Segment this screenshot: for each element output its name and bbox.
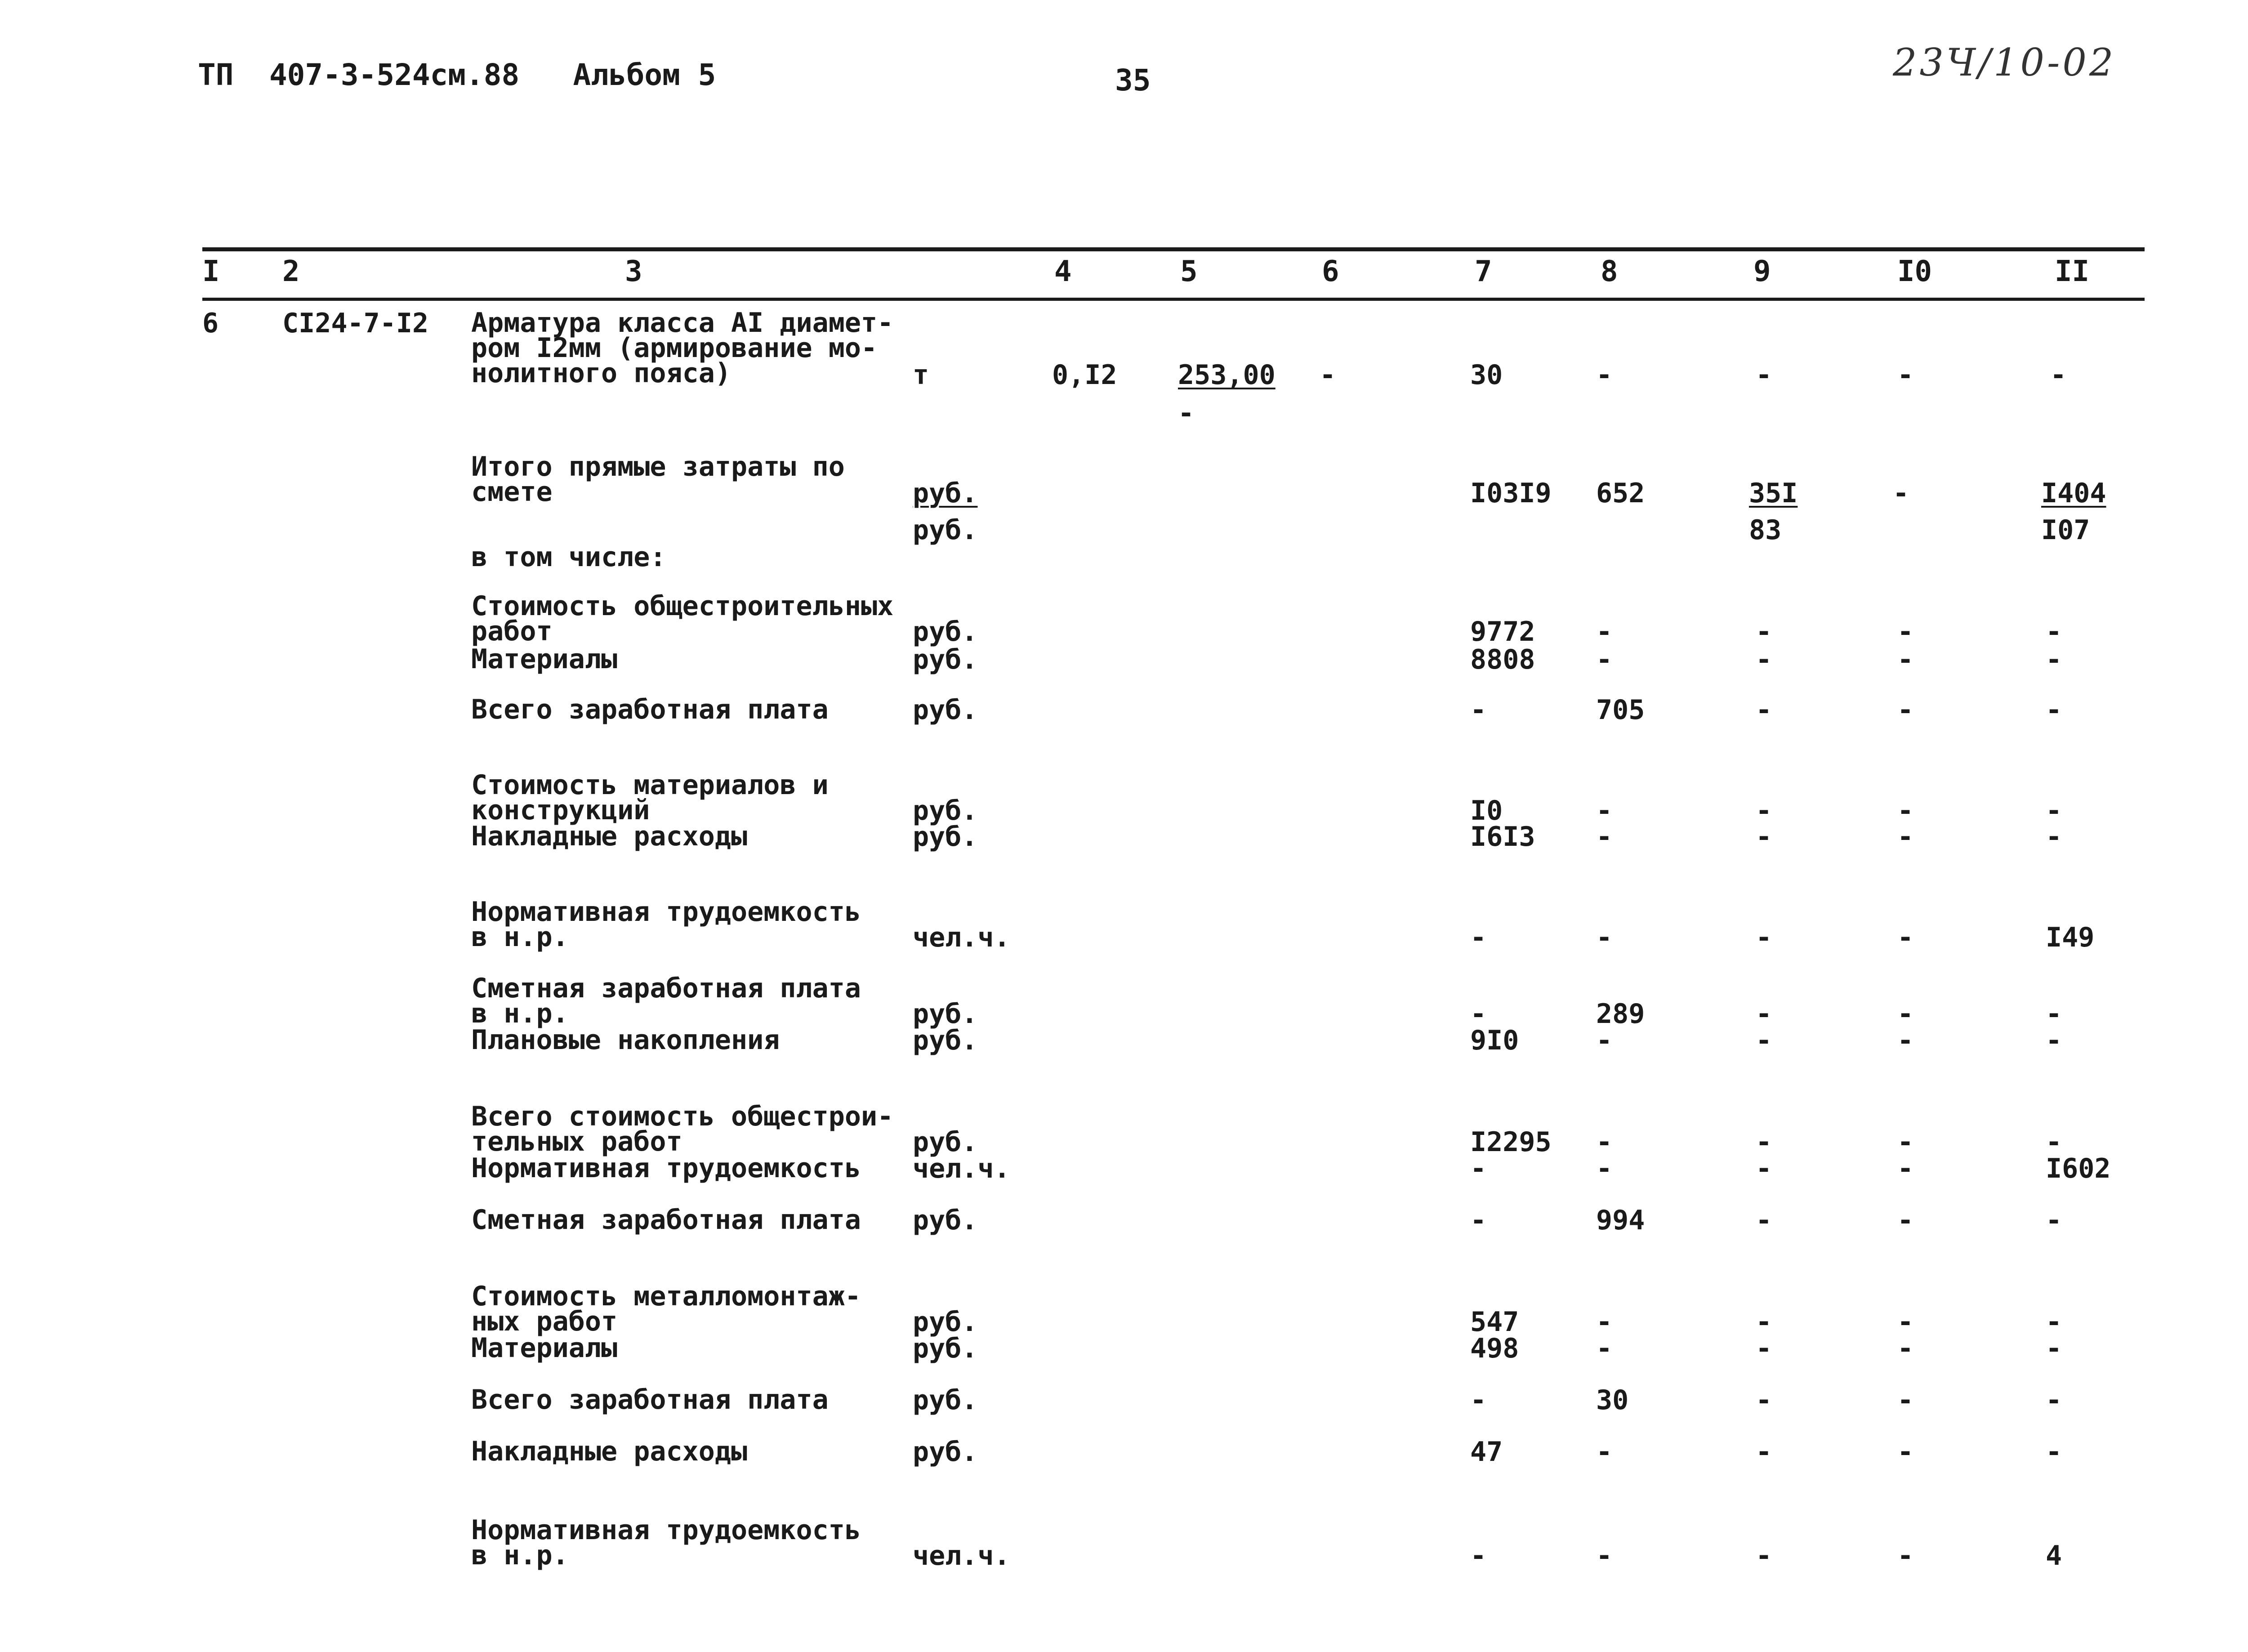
total-unit-2: руб. bbox=[913, 514, 978, 546]
table-header-rule bbox=[202, 298, 2145, 301]
row-col7: - bbox=[1470, 1205, 1487, 1236]
total-col11: I404 bbox=[2041, 478, 2106, 509]
column-header: 8 bbox=[1601, 255, 1618, 288]
row-col8: 30 bbox=[1596, 1384, 1629, 1416]
row-col7: - bbox=[1470, 1153, 1487, 1184]
row-unit: чел.ч. bbox=[913, 922, 1010, 953]
row-col11: - bbox=[2046, 1025, 2062, 1056]
row-description: Сметная заработная плата bbox=[471, 1204, 861, 1236]
total-col10: - bbox=[1893, 478, 1909, 509]
row-unit: руб. bbox=[913, 644, 978, 675]
row-description: Стоимость материалов и конструкций bbox=[471, 769, 829, 826]
row-unit: чел.ч. bbox=[913, 1153, 1010, 1184]
item-quantity: 0,I2 bbox=[1052, 359, 1117, 391]
item-unit: т bbox=[913, 359, 929, 391]
row-unit: руб. bbox=[913, 998, 978, 1030]
row-col11: - bbox=[2046, 694, 2062, 726]
row-col7: 8808 bbox=[1470, 644, 1535, 675]
row-col9: - bbox=[1756, 1540, 1772, 1572]
column-header: 5 bbox=[1180, 255, 1198, 288]
row-col11: - bbox=[2046, 1436, 2062, 1468]
row-col9: - bbox=[1756, 1205, 1772, 1236]
handwritten-note: 23Ч/10-02 bbox=[1893, 40, 2116, 85]
column-header: 3 bbox=[625, 255, 642, 288]
row-col7: 47 bbox=[1470, 1436, 1503, 1468]
row-col10: - bbox=[1897, 1126, 1914, 1158]
row-col10: - bbox=[1897, 1153, 1914, 1184]
total-col7: I03I9 bbox=[1470, 478, 1552, 509]
row-col11: - bbox=[2046, 795, 2062, 826]
row-col7: - bbox=[1470, 998, 1487, 1030]
row-col11: - bbox=[2046, 1333, 2062, 1364]
row-description: Материалы bbox=[471, 1332, 618, 1364]
row-col9: - bbox=[1756, 1025, 1772, 1056]
row-col7: I2295 bbox=[1470, 1126, 1552, 1158]
item-number: 6 bbox=[202, 308, 219, 339]
including-label: в том числе: bbox=[471, 541, 666, 573]
row-col8: - bbox=[1596, 1153, 1613, 1184]
row-col9: - bbox=[1756, 616, 1772, 647]
row-col11: - bbox=[2046, 1306, 2062, 1338]
row-col10: - bbox=[1897, 1540, 1914, 1572]
row-unit: руб. bbox=[913, 1384, 978, 1416]
row-col8: - bbox=[1596, 1333, 1613, 1364]
column-header: 9 bbox=[1753, 255, 1771, 288]
row-col9: - bbox=[1756, 1333, 1772, 1364]
row-description: Всего стоимость общестрои- тельных работ bbox=[471, 1101, 894, 1157]
column-header: I bbox=[202, 255, 220, 288]
row-col8: - bbox=[1596, 795, 1613, 826]
column-header: 4 bbox=[1054, 255, 1072, 288]
row-col11: - bbox=[2046, 1126, 2062, 1158]
column-header: 7 bbox=[1475, 255, 1492, 288]
row-description: Накладные расходы bbox=[471, 821, 748, 852]
item-col7: 30 bbox=[1470, 359, 1503, 391]
item-col9: - bbox=[1756, 359, 1772, 391]
row-col8: - bbox=[1596, 922, 1613, 953]
row-description: Всего заработная плата bbox=[471, 1384, 829, 1415]
row-unit: руб. bbox=[913, 821, 978, 853]
row-col10: - bbox=[1897, 1333, 1914, 1364]
total-col9-sub: 83 bbox=[1749, 514, 1782, 546]
row-col9: - bbox=[1756, 821, 1772, 853]
row-description: Сметная заработная плата в н.р. bbox=[471, 973, 861, 1029]
row-description: Нормативная трудоемкость bbox=[471, 1152, 861, 1184]
row-col7: - bbox=[1470, 1384, 1487, 1416]
row-col10: - bbox=[1897, 694, 1914, 726]
row-col10: - bbox=[1897, 1384, 1914, 1416]
row-col8: 289 bbox=[1596, 998, 1645, 1030]
row-col7: - bbox=[1470, 694, 1487, 726]
column-header: 2 bbox=[282, 255, 300, 288]
document-reference: ТП 407-3-524см.88 Альбом 5 bbox=[198, 58, 716, 92]
row-col11: - bbox=[2046, 1384, 2062, 1416]
row-col8: - bbox=[1596, 1126, 1613, 1158]
row-col10: - bbox=[1897, 795, 1914, 826]
row-col10: - bbox=[1897, 1205, 1914, 1236]
row-unit: руб. bbox=[913, 1436, 978, 1468]
row-col8: 994 bbox=[1596, 1205, 1645, 1236]
row-col11: - bbox=[2046, 998, 2062, 1030]
row-description: Стоимость металломонтаж- ных работ bbox=[471, 1281, 861, 1337]
item-description: Арматура класса AI диамет- ром I2мм (армирование мо- нолитного пояса) bbox=[471, 307, 894, 389]
row-col7: 9772 bbox=[1470, 616, 1535, 647]
row-col10: - bbox=[1897, 821, 1914, 853]
row-unit: руб. bbox=[913, 694, 978, 726]
row-col7: - bbox=[1470, 922, 1487, 953]
row-col7: 547 bbox=[1470, 1306, 1519, 1338]
row-col9: - bbox=[1756, 795, 1772, 826]
item-col8: - bbox=[1596, 359, 1613, 391]
row-col9: - bbox=[1756, 644, 1772, 675]
row-col8: - bbox=[1596, 821, 1613, 853]
item-price: 253,00 bbox=[1178, 359, 1276, 391]
row-col8: 705 bbox=[1596, 694, 1645, 726]
row-unit: руб. bbox=[913, 1025, 978, 1056]
row-col10: - bbox=[1897, 1025, 1914, 1056]
row-unit: руб. bbox=[913, 1126, 978, 1158]
column-header: 6 bbox=[1322, 255, 1339, 288]
total-unit: руб. bbox=[913, 478, 978, 509]
row-col10: - bbox=[1897, 922, 1914, 953]
row-col9: - bbox=[1756, 998, 1772, 1030]
row-description: Стоимость общестроительных работ bbox=[471, 590, 894, 647]
row-col10: - bbox=[1897, 616, 1914, 647]
row-description: Плановые накопления bbox=[471, 1024, 780, 1056]
row-unit: руб. bbox=[913, 616, 978, 647]
row-col11: I49 bbox=[2046, 922, 2095, 953]
row-description: Всего заработная плата bbox=[471, 694, 829, 725]
item-col6: - bbox=[1320, 359, 1336, 391]
row-col7: 9I0 bbox=[1470, 1025, 1519, 1056]
row-col9: - bbox=[1756, 694, 1772, 726]
page-number: 35 bbox=[1115, 63, 1151, 98]
table-top-rule bbox=[202, 247, 2145, 251]
row-col10: - bbox=[1897, 998, 1914, 1030]
item-code: СI24-7-I2 bbox=[282, 308, 429, 339]
row-col11: 4 bbox=[2046, 1540, 2062, 1572]
row-col9: - bbox=[1756, 922, 1772, 953]
row-unit: руб. bbox=[913, 1205, 978, 1236]
row-col8: - bbox=[1596, 1025, 1613, 1056]
item-col10: - bbox=[1897, 359, 1914, 391]
row-col9: - bbox=[1756, 1306, 1772, 1338]
row-unit: руб. bbox=[913, 1306, 978, 1338]
row-col8: - bbox=[1596, 1436, 1613, 1468]
row-col8: - bbox=[1596, 644, 1613, 675]
item-price-sub: - bbox=[1178, 397, 1195, 429]
total-col11-sub: I07 bbox=[2041, 514, 2090, 546]
item-col11: - bbox=[2050, 359, 2067, 391]
total-col9: 35I bbox=[1749, 478, 1798, 509]
row-col9: - bbox=[1756, 1153, 1772, 1184]
row-col11: - bbox=[2046, 821, 2062, 853]
row-col7: - bbox=[1470, 1540, 1487, 1572]
row-col11: - bbox=[2046, 644, 2062, 675]
row-description: Накладные расходы bbox=[471, 1436, 748, 1467]
row-col10: - bbox=[1897, 1306, 1914, 1338]
total-col8: 652 bbox=[1596, 478, 1645, 509]
row-col9: - bbox=[1756, 1436, 1772, 1468]
row-col8: - bbox=[1596, 1540, 1613, 1572]
row-unit: руб. bbox=[913, 1333, 978, 1364]
row-col10: - bbox=[1897, 644, 1914, 675]
row-description: Нормативная трудоемкость в н.р. bbox=[471, 1514, 861, 1571]
row-col8: - bbox=[1596, 1306, 1613, 1338]
row-col9: - bbox=[1756, 1126, 1772, 1158]
row-col7: 498 bbox=[1470, 1333, 1519, 1364]
column-header: II bbox=[2055, 255, 2090, 288]
row-unit: руб. bbox=[913, 795, 978, 826]
row-description: Нормативная трудоемкость в н.р. bbox=[471, 896, 861, 953]
row-col9: - bbox=[1756, 1384, 1772, 1416]
row-col11: I602 bbox=[2046, 1153, 2111, 1184]
column-header: I0 bbox=[1897, 255, 1932, 288]
total-description: Итого прямые затраты по смете bbox=[471, 451, 845, 508]
row-col7: I0 bbox=[1470, 795, 1503, 826]
row-col7: I6I3 bbox=[1470, 821, 1535, 853]
row-col11: - bbox=[2046, 1205, 2062, 1236]
row-description: Материалы bbox=[471, 643, 618, 675]
row-col11: - bbox=[2046, 616, 2062, 647]
row-col8: - bbox=[1596, 616, 1613, 647]
row-col10: - bbox=[1897, 1436, 1914, 1468]
row-unit: чел.ч. bbox=[913, 1540, 1010, 1572]
